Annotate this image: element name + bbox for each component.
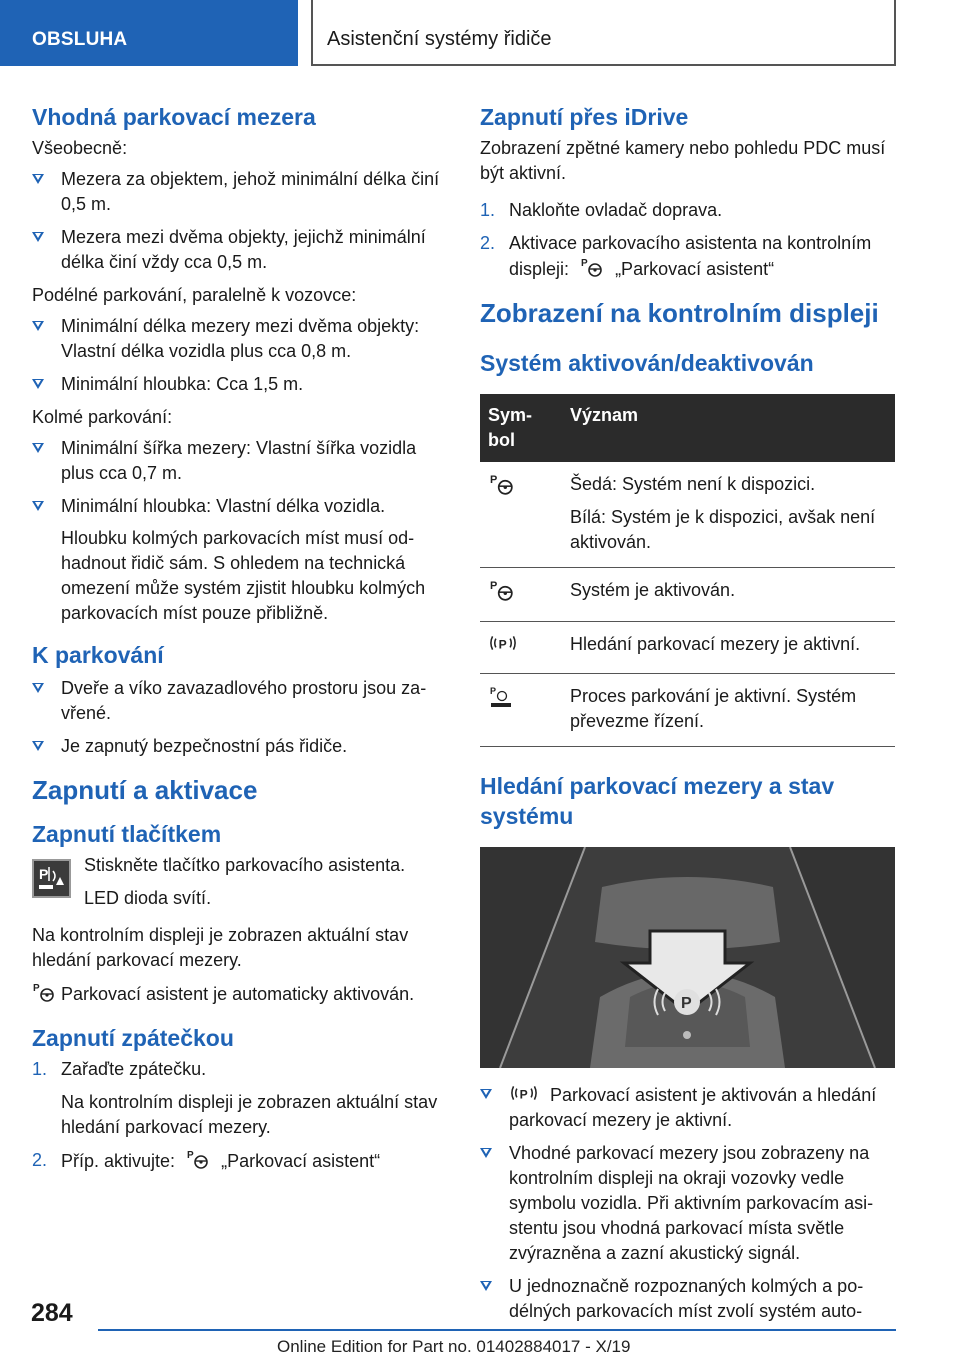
list-item: 1. Nakloňte ovladač doprava. xyxy=(480,200,723,220)
heading-search-status: Hledání parkovací mezery a stav systému xyxy=(480,773,835,829)
list-item: Minimální délka mezery mezi dvěma objekty: Vlastní délka vozidla plus cca 0,8 m. xyxy=(32,314,448,364)
list-item: Vhodné parkovací mezery jsou zobrazeny na kontrolním displeji na okraji vozovky vedle symbolu vozidla. Při aktivním parkovacím asi-stentu jsou vhodná parkovací místa světle zvýrazněna a zazní akustický signál. xyxy=(480,1141,896,1266)
edition-text: Online Edition for Part no. 01402884017 - X/19 xyxy=(277,1337,631,1356)
triangle-bullet-icon xyxy=(32,443,45,454)
list-item: Dveře a víko zavazadlového prostoru jsou za-vřené. xyxy=(32,676,448,726)
svg-text:P: P xyxy=(39,866,49,882)
list-item: Je zapnutý bezpečnostní pás řidiče. xyxy=(32,734,448,759)
heading-activation: Zapnutí a aktivace xyxy=(32,775,258,805)
parking-assist-grey-icon xyxy=(488,472,516,496)
idrive-text: Zobrazení zpětné kamery nebo pohledu PDC musí být aktivní. xyxy=(480,138,886,183)
parking-space-illustration xyxy=(480,847,895,1068)
triangle-bullet-icon xyxy=(32,174,45,185)
list-item: 2. Příp. aktivujte: „Parkovací asistent“ xyxy=(32,1150,381,1171)
parking-auto-icon xyxy=(488,684,514,710)
park-list xyxy=(32,676,448,759)
heading-to-park: K parkování xyxy=(32,642,164,668)
parking-assist-icon xyxy=(580,256,604,278)
list-item: 1. Zařaďte zpátečku. Na kontrolním displeji je zobrazen aktuální stav hledání parkovací mezery. xyxy=(32,1059,438,1137)
heading-system-status: Systém aktivován/deaktivován xyxy=(480,350,814,376)
perpendicular-list xyxy=(32,436,448,519)
reverse-steps xyxy=(32,1057,448,1174)
heading-idrive: Zapnutí přes iDrive xyxy=(480,104,689,130)
perpendicular-note: Hloubku kolmých parkovacích míst musí od-hadnout řidič sám. S ohledem na technická omezení může systém zjistit hloubku kolmých parkovacích míst pouze přibližně. xyxy=(61,528,426,623)
list-item: Minimální hloubka: Cca 1,5 m. xyxy=(32,372,448,397)
heading-button: Zapnutí tlačítkem xyxy=(32,821,222,847)
parking-assist-button-icon xyxy=(32,859,71,898)
footer-divider xyxy=(98,1329,896,1331)
general-label: Všeobecně: xyxy=(32,138,128,158)
parking-assist-icon xyxy=(186,1148,210,1170)
button-instruction: P Stiskněte tlačítko parkovacího asistenta. LED dioda svítí. xyxy=(32,853,448,911)
triangle-bullet-icon xyxy=(32,501,45,512)
heading-reverse: Zapnutí zpátečkou xyxy=(32,1025,234,1051)
auto-activation-text: Parkovací asistent je automaticky aktivován. xyxy=(32,981,448,1007)
list-item: U jednoznačně rozpoznaných kolmých a po-délných parkovacích míst zvolí systém auto- xyxy=(480,1274,896,1324)
triangle-bullet-icon xyxy=(32,379,45,390)
heading-suitable-space: Vhodná parkovací mezera xyxy=(32,104,316,130)
table-row: Šedá: Systém není k dispozici. Bílá: Systém je k dispozici, avšak není aktivován. xyxy=(480,462,895,568)
list-item: Mezera za objektem, jehož minimální délka činí 0,5 m. xyxy=(32,167,448,217)
parking-search-icon xyxy=(488,632,518,654)
svg-text:P: P xyxy=(490,686,497,696)
triangle-bullet-icon xyxy=(480,1148,493,1159)
list-item: Minimální hloubka: Vlastní délka vozidla. xyxy=(32,494,448,519)
section-tab: OBSLUHA xyxy=(0,0,298,66)
list-item: Mezera mezi dvěma objekty, jejichž minimální délka činí vždy cca 0,5 m. xyxy=(32,225,448,275)
triangle-bullet-icon xyxy=(480,1281,493,1292)
heading-control-display: Zobrazení na kontrolním displeji xyxy=(480,298,879,328)
triangle-bullet-icon xyxy=(32,321,45,332)
parallel-list xyxy=(32,314,448,397)
page-header xyxy=(0,0,960,66)
parking-search-icon xyxy=(509,1082,539,1104)
symbol-table xyxy=(480,394,895,747)
list-item: Parkovací asistent je aktivován a hledání parkovací mezery je aktivní. xyxy=(480,1082,896,1133)
triangle-bullet-icon xyxy=(32,232,45,243)
table-row: P Proces parkování je aktivní. Systém převezme řízení. xyxy=(480,674,895,747)
list-item: 2. Aktivace parkovacího asistenta na kontrolním displeji: „Parkovací asistent“ xyxy=(480,233,872,279)
display-status-text: Na kontrolním displeji je zobrazen aktuální stav hledání parkovací mezery. xyxy=(32,925,409,970)
parking-assist-icon xyxy=(32,981,56,1003)
chapter-title: Asistenční systémy řidiče xyxy=(311,0,896,66)
idrive-steps xyxy=(480,198,896,282)
list-item: Minimální šířka mezery: Vlastní šířka vozidla plus cca 0,7 m. xyxy=(32,436,448,486)
parking-assist-active-icon xyxy=(488,578,516,602)
svg-text:P: P xyxy=(681,995,692,1012)
triangle-bullet-icon xyxy=(480,1089,493,1100)
perpendicular-label: Kolmé parkování: xyxy=(32,407,173,427)
page-number: 284 xyxy=(31,1299,73,1327)
table-header-meaning: Význam xyxy=(562,394,895,462)
search-list xyxy=(480,1082,896,1324)
table-row: Hledání parkovací mezery je aktivní. xyxy=(480,622,895,674)
triangle-bullet-icon xyxy=(32,683,45,694)
right-column xyxy=(480,102,896,1332)
left-column xyxy=(32,102,448,1182)
table-row: Systém je aktivován. xyxy=(480,568,895,622)
parallel-label: Podélné parkování, paralelně k vozovce: xyxy=(32,285,357,305)
general-list xyxy=(32,167,448,275)
triangle-bullet-icon xyxy=(32,741,45,752)
table-header-symbol: Sym-bol xyxy=(480,394,562,462)
